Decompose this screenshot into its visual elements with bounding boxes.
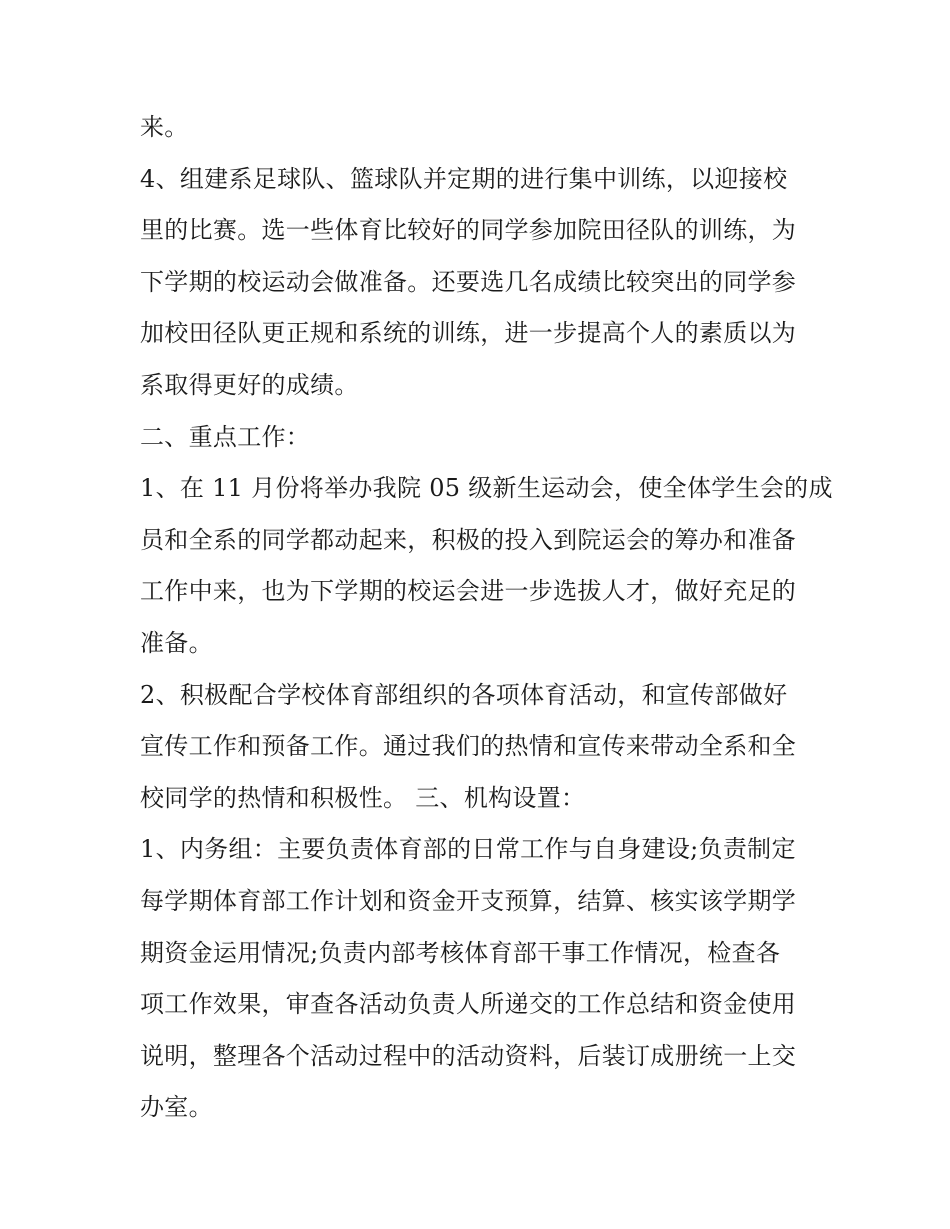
section-heading: 二、重点工作： [140,422,311,451]
text-line: 宣传工作和预备工作。通过我们的热情和宣传来带动全系和全 [140,732,797,761]
text-line: 办室。 [140,1093,213,1122]
text-line: 校同学的热情和积极性。 三、机构设置： [140,783,586,812]
text-line: 1、内务组：主要负责体育部的日常工作与自身建设;负责制定 [140,835,796,864]
text-line: 系取得更好的成绩。 [140,370,359,399]
text-line: 每学期体育部工作计划和资金开支预算，结算、核实该学期学 [140,886,797,915]
text-line: 期资金运用情况;负责内部考核体育部干事工作情况，检查各 [140,938,781,967]
text-line: 加校田径队更正规和系统的训练，进一步提高个人的素质以为 [140,319,797,348]
text-line: 1、在 11 月份将举办我院 05 级新生运动会，使全体学生会的成 [140,474,833,503]
document-body [140,102,833,1134]
text-line: 来。 [140,113,189,141]
text-line: 准备。 [140,628,213,657]
text-line: 说明，整理各个活动过程中的活动资料，后装订成册统一上交 [140,1041,797,1070]
text-line: 2、积极配合学校体育部组织的各项体育活动，和宣传部做好 [140,680,788,709]
text-line: 员和全系的同学都动起来，积极的投入到院运会的筹办和准备 [140,525,797,554]
text-line: 下学期的校运动会做准备。还要选几名成绩比较突出的同学参 [140,267,797,296]
text-line: 工作中来，也为下学期的校运会进一步选拔人才，做好充足的 [140,577,797,606]
text-line: 里的比赛。选一些体育比较好的同学参加院田径队的训练，为 [140,216,797,245]
text-line: 项工作效果，审查各活动负责人所递交的工作总结和资金使用 [140,990,797,1019]
text-line: 4、组建系足球队、篮球队并定期的进行集中训练，以迎接校 [140,164,788,193]
